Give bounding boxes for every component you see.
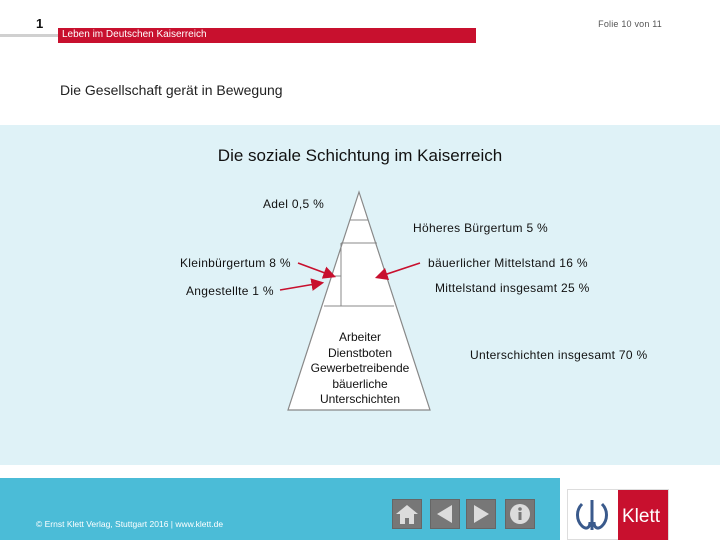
label-baeuerlicher-mittelstand: bäuerlicher Mittelstand 16 % <box>428 256 588 270</box>
info-button[interactable] <box>505 499 535 529</box>
list-item: Unterschichten <box>319 392 401 406</box>
arrow-angestellte <box>280 283 321 290</box>
lower-class-list <box>300 330 420 408</box>
label-angestellte: Angestellte 1 % <box>186 284 274 298</box>
copyright-notice: © Ernst Klett Verlag, Stuttgart 2016 | www.klett.de <box>36 519 224 529</box>
label-adel: Adel 0,5 % <box>263 197 325 211</box>
klett-logo-text: Klett <box>622 506 661 527</box>
slide-counter: Folie 10 von 11 <box>598 19 662 29</box>
diagram-title: Die soziale Schichtung im Kaiserreich <box>217 146 503 165</box>
klett-emblem-icon <box>568 490 618 539</box>
list-item: Arbeiter <box>338 330 382 344</box>
arrow-kleinbuergertum <box>298 263 333 276</box>
label-hoeheres-buergertum: Höheres Bürgertum 5 % <box>413 221 549 235</box>
chapter-title: Leben im Deutschen Kaiserreich <box>62 29 207 40</box>
label-unterschichten-gesamt: Unterschichten insgesamt 70 % <box>470 348 648 362</box>
previous-slide-button[interactable] <box>430 499 460 529</box>
label-kleinbuergertum: Kleinbürgertum 8 % <box>180 256 291 270</box>
home-icon <box>393 500 421 528</box>
home-button[interactable] <box>392 499 422 529</box>
label-mittelstand-gesamt: Mittelstand insgesamt 25 % <box>435 281 590 295</box>
next-icon <box>467 500 495 528</box>
slide-subtitle: Die Gesellschaft gerät in Bewegung <box>60 82 283 98</box>
previous-icon <box>431 500 459 528</box>
list-item: Gewerbetreibende <box>310 361 410 375</box>
info-icon <box>506 500 534 528</box>
list-item: Dienstboten <box>327 345 393 360</box>
list-item: bäuerliche <box>332 376 388 391</box>
next-slide-button[interactable] <box>466 499 496 529</box>
slide-number: 1 <box>36 16 44 31</box>
